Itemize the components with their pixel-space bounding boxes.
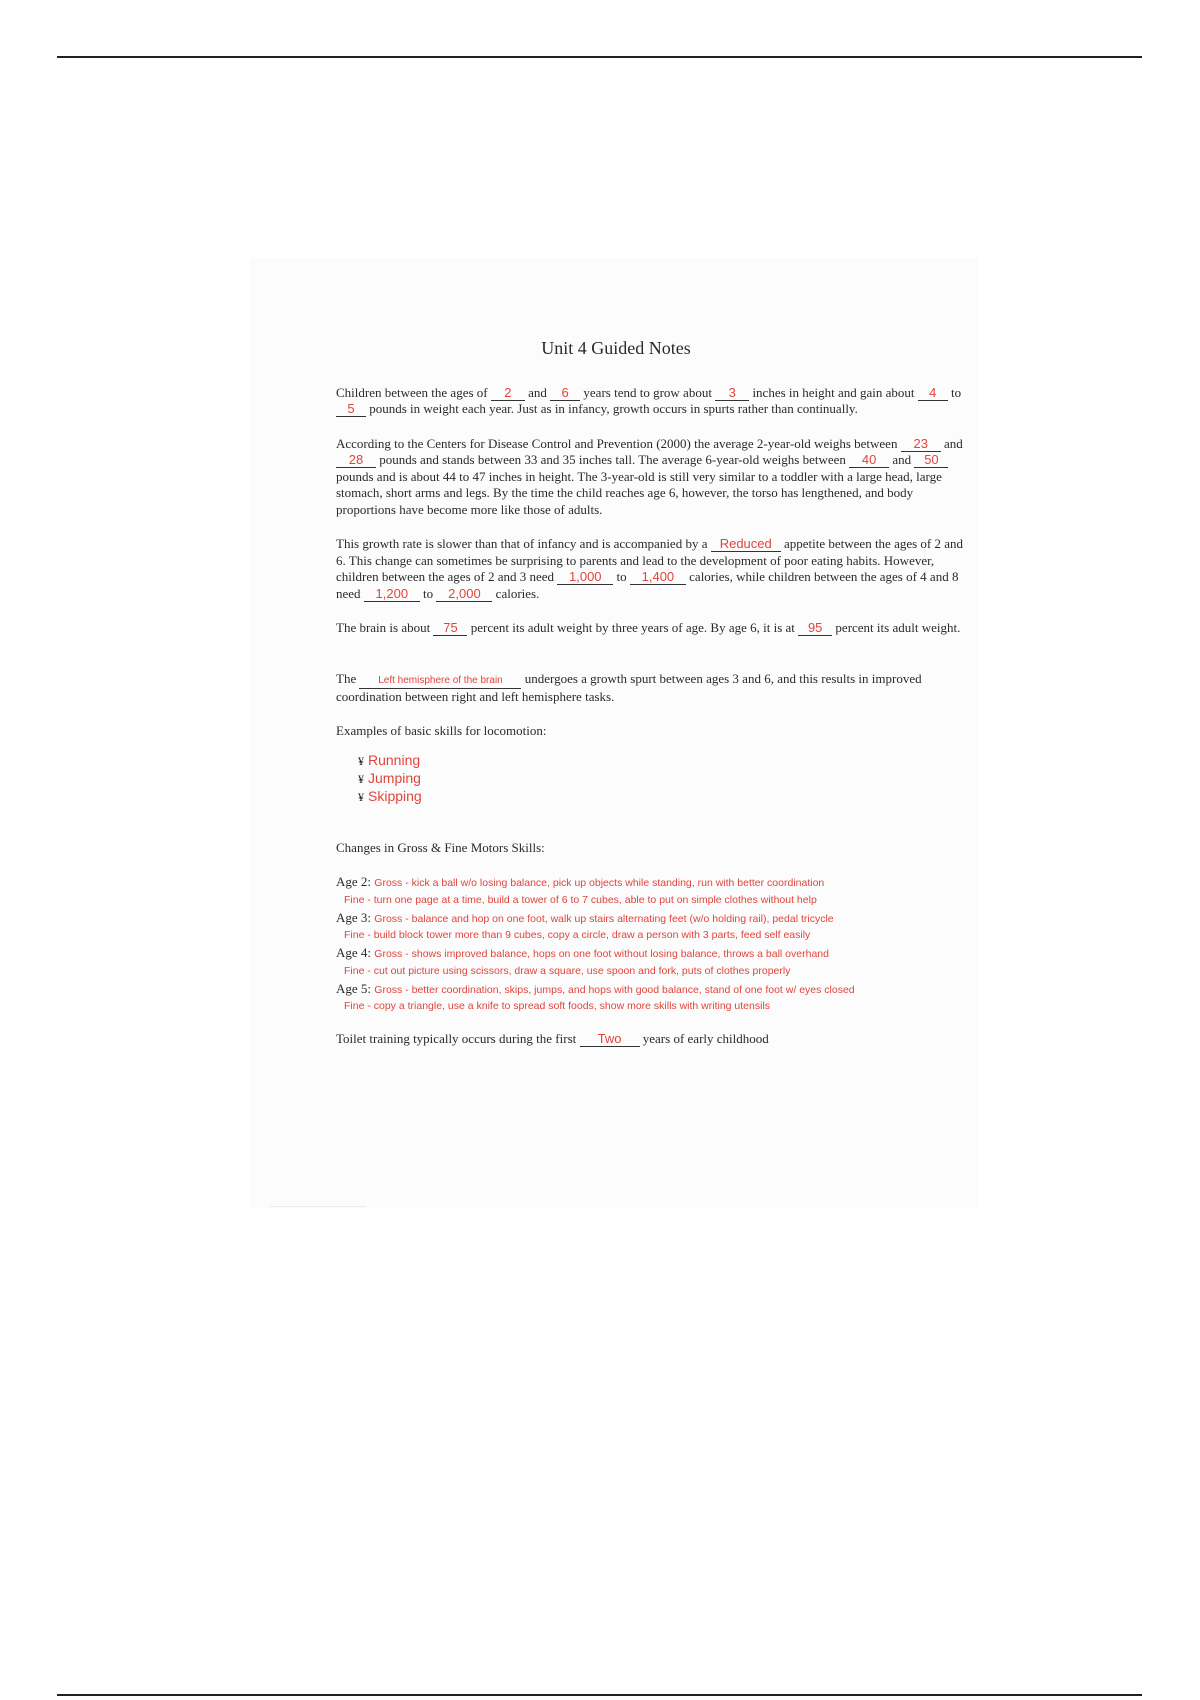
answer-blank: 5 (336, 402, 366, 417)
notes-content (336, 340, 976, 1066)
answer-blank: 2,000 (436, 587, 492, 602)
list-item: ¥ Running (358, 751, 421, 768)
bullet-glyph: ¥ (358, 771, 364, 786)
answer-blank: 95 (798, 621, 832, 636)
age-block (336, 874, 976, 907)
paragraph-brain: The brain is about 75 percent its adult weight by three years of age. By age 6, it is at 95 percent its adult weight. (336, 620, 961, 635)
paragraph-hemisphere: The Left hemisphere of the brain undergoes a growth spurt between ages 3 and 6, and this results in improved coordination between right and left hemisphere tasks. (336, 670, 922, 704)
gross-skills: Gross - shows improved balance, hops on one foot without losing balance, throws a ball overhand (374, 948, 829, 960)
paragraph-growth: Children between the ages of 2 and 6 years tend to grow about 3 inches in height and gain about 4 to 5 pounds in weight each year. Just as in infancy, growth occurs in spurts rather than continually. (336, 384, 962, 416)
answer-blank: Reduced (711, 537, 781, 552)
fine-skills: Fine - build block tower more than 9 cubes, copy a circle, draw a person with 3 parts, feed self easily (344, 929, 811, 941)
bullet-glyph: ¥ (358, 789, 364, 804)
list-item: ¥ Skipping (358, 787, 422, 804)
answer-blank: Left hemisphere of the brain (359, 674, 521, 689)
fine-skills: Fine - turn one page at a time, build a tower of 6 to 7 cubes, able to put on simple clothes without help (344, 893, 817, 906)
answer-blank: 2 (491, 386, 525, 401)
locomotion-heading: Examples of basic skills for locomotion: (336, 723, 547, 738)
page-title: Unit 4 Guided Notes (541, 338, 691, 358)
age-label: Age 2: (336, 874, 372, 889)
motor-heading: Changes in Gross & Fine Motors Skills: (336, 839, 545, 855)
top-rule (57, 56, 1142, 58)
answer-blank: 50 (914, 453, 948, 468)
fine-skills: Fine - cut out picture using scissors, draw a square, use spoon and fork, puts of clothes properly (344, 964, 791, 977)
age-label: Age 3: (336, 909, 372, 925)
answer-blank: 4 (918, 386, 948, 401)
answer-blank: 23 (901, 437, 941, 452)
scan-mark (270, 1206, 366, 1207)
fine-skills: Fine - copy a triangle, use a knife to spread soft foods, show more skills with writing utensils (344, 1000, 771, 1012)
answer-blank: 28 (336, 453, 376, 468)
age-block (336, 981, 976, 1014)
age-label: Age 5: (336, 980, 372, 996)
paragraph-cdc: According to the Centers for Disease Control and Prevention (2000) the average 2-year-old weighs between 23 and 28 pounds and stands between 33 and 35 inches tall. The average 6-year-old weighs between 40 and 50 pounds and is about 44 to 47 inches in height. The 3-year-old is still very similar to a toddler with a large head, large stomach, short arms and legs. By the time the child reaches age 6, however, the torso has lengthened, and body proportions have become more like those of adults. (336, 435, 963, 517)
answer-blank: 1,400 (630, 570, 686, 585)
answer-blank: Two (580, 1032, 640, 1047)
answer-blank: 75 (433, 621, 467, 636)
gross-skills: Gross - balance and hop on one foot, walk up stairs alternating feet (w/o holding rail), pedal tricycle (374, 912, 834, 925)
paragraph-toilet: Toilet training typically occurs during the first Two years of early childhood (336, 1031, 769, 1046)
bullet-glyph: ¥ (358, 753, 364, 768)
answer-blank: 3 (715, 386, 749, 401)
list-item: ¥ Jumping (358, 769, 421, 786)
paragraph-appetite: This growth rate is slower than that of infancy and is accompanied by a Reduced appetite between the ages of 2 and 6. This change can sometimes be surprising to parents and lead to the development of poor eating habits. However, children between the ages of 2 and 3 need 1,000 to 1,400 calories, while children between the ages of 4 and 8 need 1,200 to 2,000 calories. (336, 536, 964, 601)
answer-blank: 1,200 (364, 587, 420, 602)
gross-skills: Gross - better coordination, skips, jumps, and hops with good balance, stand of one foot w/ eyes closed (374, 983, 855, 996)
gross-skills: Gross - kick a ball w/o losing balance, pick up objects while standing, run with better coordination (374, 877, 825, 889)
answer-blank: 40 (849, 453, 889, 468)
bottom-rule (57, 1694, 1142, 1696)
answer-blank: 6 (550, 386, 580, 401)
locomotion-list (358, 752, 976, 806)
answer-blank: 1,000 (557, 570, 613, 585)
age-block (336, 910, 976, 943)
age-label: Age 4: (336, 945, 372, 960)
age-block (336, 945, 976, 978)
